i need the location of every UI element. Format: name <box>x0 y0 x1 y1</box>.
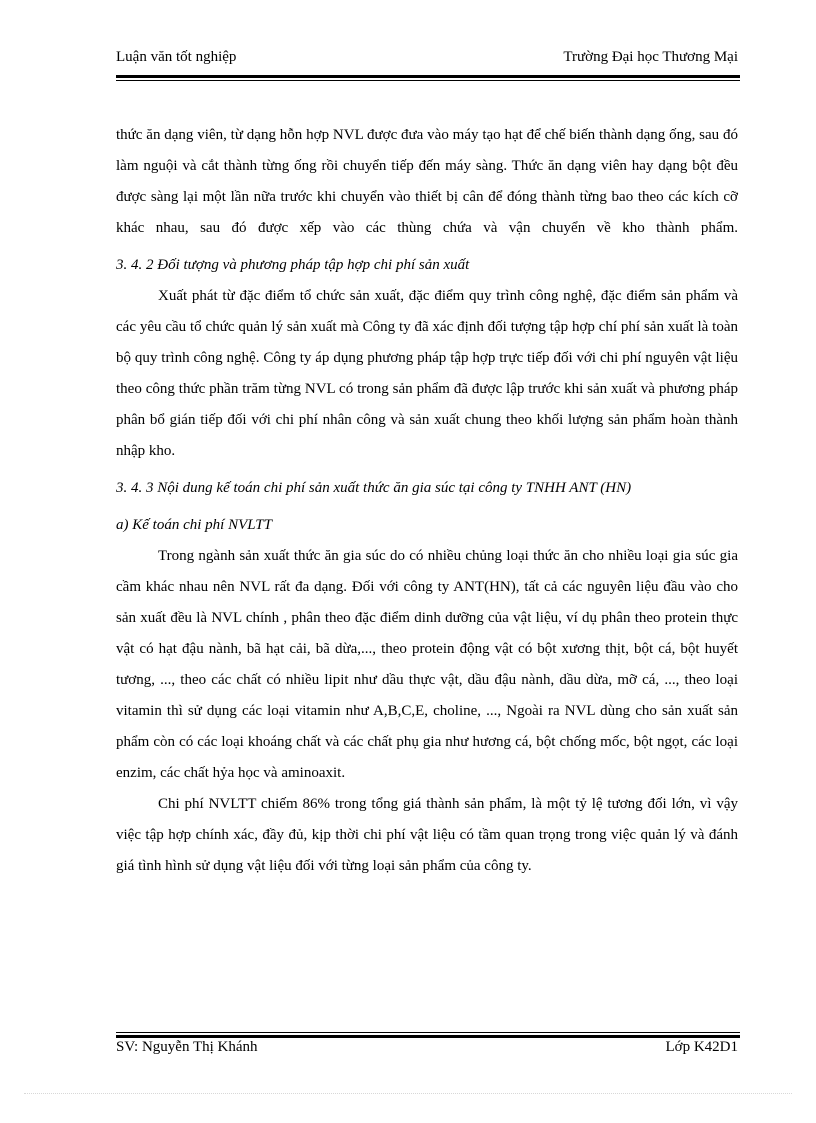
header-thesis-label: Luận văn tốt nghiệp <box>116 49 237 65</box>
section-heading-3-4-3: 3. 4. 3 Nội dung kế toán chi phí sản xuất thức ăn gia súc tại công ty TNHH ANT (HN) <box>116 480 632 496</box>
paragraph-cost-object: Xuất phát từ đặc điểm tổ chức sản xuất, đặc điểm quy trình công nghệ, đặc điểm sản phẩm và các yêu cầu tổ chức quản lý sản xuất mà Công ty đã xác định đối tượng tập hợp chí phí sản xuất là toàn bộ quy trình công nghệ. Công ty áp dụng phương pháp tập hợp trực tiếp đối với chi phí nguyên vật liệu theo công thức phần trăm từng NVL có trong sản phẩm đã được lập trước khi sản xuất và phương pháp phân bổ gián tiếp đối với chi phí nhân công và sản xuất chung theo khối lượng sản phẩm hoàn thành nhập kho. <box>116 288 738 459</box>
footer-rule <box>116 1035 740 1038</box>
footer-class-code: Lớp K42D1 <box>665 1039 738 1055</box>
page-footer <box>116 1039 738 1061</box>
header-rule-thin <box>116 80 740 81</box>
page-edge-divider <box>24 1093 792 1094</box>
paragraph-material-cost-share: Chi phí NVLTT chiếm 86% trong tổng giá thành sản phẩm, là một tỷ lệ tương đối lớn, vì vậy việc tập hợp chính xác, đầy đủ, kịp thời chi phí vật liệu có tầm quan trọng trong việc quản lý và đánh giá tình hình sử dụng vật liệu đối với từng loại sản phẩm của công ty. <box>116 796 738 874</box>
footer-rule-thin <box>116 1032 740 1033</box>
footer-student-name: SV: Nguyễn Thị Khánh <box>116 1039 258 1055</box>
paragraph-process-description: thức ăn dạng viên, từ dạng hỗn hợp NVL được đưa vào máy tạo hạt để chế biến thành dạng ống, sau đó làm nguội và cắt thành từng ống rồi chuyển tiếp đến máy sàng. Thức ăn dạng viên hay dạng bột đều được sàng lại một lần nữa trước khi chuyển vào thiết bị cân để đóng thành từng bao theo các kích cỡ khác nhau, sau đó được xếp vào các thùng chứa và vận chuyển về kho thành phẩm. <box>116 127 738 236</box>
page-header <box>116 49 738 71</box>
subsection-heading-a: a) Kế toán chi phí NVLTT <box>116 517 272 533</box>
header-rule <box>116 75 740 78</box>
page-body <box>116 120 738 882</box>
header-university-name: Trường Đại học Thương Mại <box>563 49 738 65</box>
paragraph-raw-materials: Trong ngành sản xuất thức ăn gia súc do có nhiều chủng loại thức ăn cho nhiều loại gia súc gia cầm khác nhau nên NVL rất đa dạng. Đối với công ty ANT(HN), tất cả các nguyên liệu đầu vào cho sản xuất đều là NVL chính , phân theo đặc điểm dinh dưỡng của vật liệu, ví dụ phân theo protein thực vật có hạt đậu nành, bã hạt cải, bã dừa,..., theo protein động vật có bột xương thịt, bột cá, bột huyết tương, ..., theo các chất có nhiều lipit như dầu thực vật, dầu đậu nành, dầu dừa, mỡ cá, ..., theo loại vitamin thì sử dụng các loại vitamin như A,B,C,E, choline, ..., Ngoài ra NVL dùng cho sản xuất sản phẩm còn có các loại khoáng chất và các chất phụ gia như hương cá, bột chống mốc, bột ngọt, các loại enzim, các chất hỷa học và aminoaxit. <box>116 548 738 781</box>
section-heading-3-4-2: 3. 4. 2 Đối tượng và phương pháp tập hợp chi phí sản xuất <box>116 257 470 273</box>
